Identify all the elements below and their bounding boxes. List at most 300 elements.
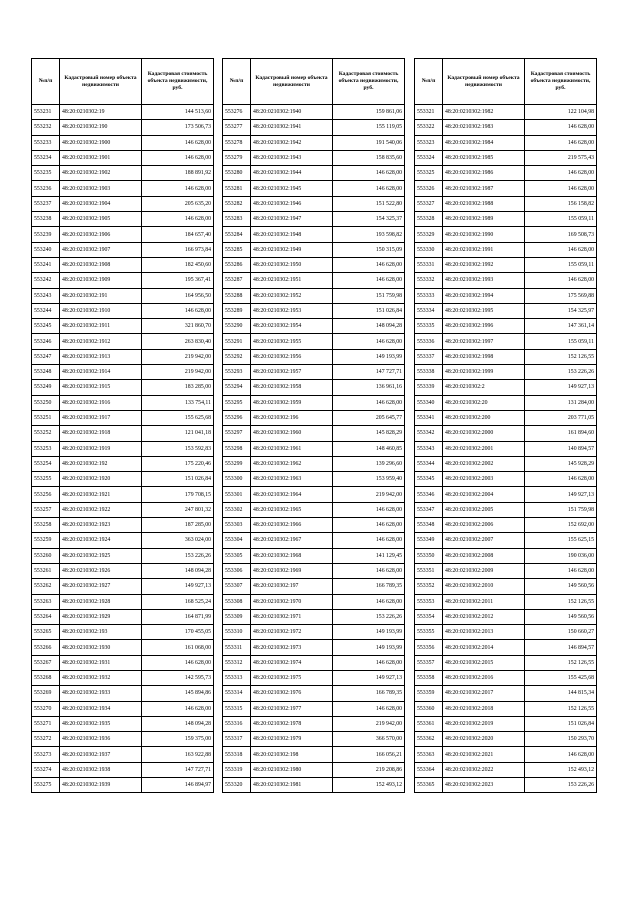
table-row [415, 548, 597, 563]
cadastral-cost-cell: 131 284,00 [525, 395, 597, 410]
row-number-cell: 553314 [223, 686, 251, 701]
cadastral-cost-cell: 219 208,86 [333, 762, 405, 777]
row-number-cell: 553324 [415, 150, 443, 165]
row-number-cell: 553258 [32, 518, 60, 533]
cadastral-number-cell: 48:20:0210302:198 [251, 747, 333, 762]
table-row [32, 319, 214, 334]
table-row [415, 701, 597, 716]
row-number-cell: 553316 [223, 716, 251, 731]
cadastral-cost-cell: 158 835,60 [333, 150, 405, 165]
row-number-cell: 553241 [32, 257, 60, 272]
cadastral-cost-cell: 153 959,40 [333, 472, 405, 487]
cadastral-cost-cell: 166 789,35 [333, 686, 405, 701]
cadastral-cost-cell: 170 455,05 [142, 625, 214, 640]
cadastral-cost-cell: 146 628,00 [333, 334, 405, 349]
row-number-cell: 553320 [223, 778, 251, 793]
row-number-cell: 553306 [223, 563, 251, 578]
table-row [223, 533, 405, 548]
table-row [223, 150, 405, 165]
row-number-cell: 553299 [223, 456, 251, 471]
cadastral-cost-cell: 183 285,00 [142, 380, 214, 395]
table-row [223, 135, 405, 150]
cadastral-cost-cell: 149 927,13 [142, 579, 214, 594]
cadastral-cost-cell: 156 158,82 [525, 196, 597, 211]
cadastral-number-cell: 48:20:0210302:1984 [443, 135, 525, 150]
row-number-cell: 553266 [32, 640, 60, 655]
table-row [32, 686, 214, 701]
table-row [32, 257, 214, 272]
cadastral-number-cell: 48:20:0210302:2011 [443, 594, 525, 609]
row-number-cell: 553272 [32, 732, 60, 747]
row-number-cell: 553305 [223, 548, 251, 563]
cadastral-number-cell: 48:20:0210302:1948 [251, 227, 333, 242]
cadastral-number-cell: 48:20:0210302:1922 [60, 502, 142, 517]
cadastral-number-cell: 48:20:0210302:1983 [443, 120, 525, 135]
row-number-cell: 553348 [415, 518, 443, 533]
table-row [32, 625, 214, 640]
cadastral-number-cell: 48:20:0210302:1955 [251, 334, 333, 349]
cadastral-number-cell: 48:20:0210302:1942 [251, 135, 333, 150]
table-row [223, 732, 405, 747]
cadastral-number-cell: 48:20:0210302:2003 [443, 472, 525, 487]
cadastral-cost-cell: 154 325,97 [525, 303, 597, 318]
table-row [32, 472, 214, 487]
row-number-cell: 553311 [223, 640, 251, 655]
table-row [415, 594, 597, 609]
cadastral-number-cell: 48:20:0210302:2005 [443, 502, 525, 517]
cadastral-number-cell: 48:20:0210302:2020 [443, 732, 525, 747]
cadastral-number-cell: 48:20:0210302:1951 [251, 273, 333, 288]
row-number-cell: 553304 [223, 533, 251, 548]
table-row [223, 334, 405, 349]
row-number-cell: 553268 [32, 670, 60, 685]
table-row [223, 640, 405, 655]
row-number-cell: 553344 [415, 456, 443, 471]
cadastral-number-cell: 48:20:0210302:1946 [251, 196, 333, 211]
table-row [415, 716, 597, 731]
table-row [415, 472, 597, 487]
table-row [415, 395, 597, 410]
table-row [223, 778, 405, 793]
table-row [32, 349, 214, 364]
row-number-cell: 553310 [223, 625, 251, 640]
cadastral-number-cell: 48:20:0210302:1967 [251, 533, 333, 548]
row-number-cell: 553242 [32, 273, 60, 288]
cadastral-number-cell: 48:20:0210302:1986 [443, 166, 525, 181]
table-row [415, 732, 597, 747]
cadastral-cost-cell: 146 628,00 [333, 563, 405, 578]
table-row [415, 778, 597, 793]
cadastral-cost-cell: 146 628,00 [333, 257, 405, 272]
cadastral-number-cell: 48:20:0210302:1901 [60, 150, 142, 165]
row-number-cell: 553332 [415, 273, 443, 288]
row-number-cell: 553347 [415, 502, 443, 517]
row-number-cell: 553270 [32, 701, 60, 716]
cadastral-cost-cell: 146 628,00 [333, 594, 405, 609]
table-row [223, 319, 405, 334]
header-cost: Кадастровая стоимость объекта недвижимости, руб. [142, 59, 214, 105]
cadastral-cost-cell: 153 226,26 [525, 778, 597, 793]
table-row [415, 640, 597, 655]
cadastral-cost-cell: 146 628,00 [333, 518, 405, 533]
cadastral-cost-cell: 363 024,00 [142, 533, 214, 548]
row-number-cell: 553326 [415, 181, 443, 196]
cadastral-cost-cell: 153 226,26 [333, 609, 405, 624]
row-number-cell: 553364 [415, 762, 443, 777]
table-row [415, 625, 597, 640]
cadastral-cost-cell: 146 628,00 [333, 166, 405, 181]
table-row [223, 762, 405, 777]
table-row [32, 579, 214, 594]
cadastral-cost-cell: 155 625,15 [525, 533, 597, 548]
table-body [32, 105, 214, 793]
cadastral-number-cell: 48:20:0210302:1913 [60, 349, 142, 364]
table-row [32, 181, 214, 196]
row-number-cell: 553233 [32, 135, 60, 150]
table-row [415, 609, 597, 624]
table-row [223, 502, 405, 517]
row-number-cell: 553339 [415, 380, 443, 395]
row-number-cell: 553323 [415, 135, 443, 150]
cadastral-number-cell: 48:20:0210302:1963 [251, 472, 333, 487]
cadastral-number-cell: 48:20:0210302:2008 [443, 548, 525, 563]
table-row [32, 655, 214, 670]
cadastral-cost-cell: 149 927,13 [333, 670, 405, 685]
cadastral-cost-cell: 153 226,26 [525, 365, 597, 380]
cadastral-number-cell: 48:20:0210302:1987 [443, 181, 525, 196]
cadastral-cost-cell: 155 119,05 [333, 120, 405, 135]
cadastral-number-cell: 48:20:0210302:1956 [251, 349, 333, 364]
cadastral-cost-cell: 146 628,00 [525, 273, 597, 288]
row-number-cell: 553365 [415, 778, 443, 793]
table-row [415, 150, 597, 165]
cadastral-cost-cell: 151 026,84 [333, 303, 405, 318]
cadastral-number-cell: 48:20:0210302:1981 [251, 778, 333, 793]
cadastral-number-cell: 48:20:0210302:1910 [60, 303, 142, 318]
cadastral-cost-cell: 146 628,00 [525, 563, 597, 578]
cadastral-number-cell: 48:20:0210302:2023 [443, 778, 525, 793]
cadastral-number-cell: 48:20:0210302:193 [60, 625, 142, 640]
table-row [223, 670, 405, 685]
cadastral-number-cell: 48:20:0210302:2007 [443, 533, 525, 548]
cadastral-number-cell: 48:20:0210302:1940 [251, 105, 333, 120]
header-cadastral: Кадастровый номер объекта недвижимости [251, 59, 333, 105]
table-row [32, 395, 214, 410]
row-number-cell: 553335 [415, 319, 443, 334]
cadastral-cost-cell: 166 056,21 [333, 747, 405, 762]
table-row [415, 686, 597, 701]
cadastral-cost-cell: 146 628,00 [525, 472, 597, 487]
cadastral-cost-cell: 148 460,85 [333, 441, 405, 456]
row-number-cell: 553255 [32, 472, 60, 487]
cadastral-cost-cell: 164 956,50 [142, 288, 214, 303]
row-number-cell: 553362 [415, 732, 443, 747]
cadastral-cost-cell: 142 595,73 [142, 670, 214, 685]
row-number-cell: 553327 [415, 196, 443, 211]
cadastral-number-cell: 48:20:0210302:1977 [251, 701, 333, 716]
cadastral-number-cell: 48:20:0210302:2017 [443, 686, 525, 701]
cadastral-cost-cell: 148 094,28 [142, 563, 214, 578]
cadastral-cost-cell: 147 727,71 [333, 365, 405, 380]
cadastral-number-cell: 48:20:0210302:2014 [443, 640, 525, 655]
cadastral-number-cell: 48:20:0210302:1975 [251, 670, 333, 685]
cadastral-cost-cell: 152 126,55 [525, 349, 597, 364]
row-number-cell: 553349 [415, 533, 443, 548]
cadastral-cost-cell: 148 094,28 [142, 716, 214, 731]
table-row [32, 441, 214, 456]
row-number-cell: 553331 [415, 257, 443, 272]
cadastral-cost-cell: 151 759,98 [333, 288, 405, 303]
cadastral-number-cell: 48:20:0210302:20 [443, 395, 525, 410]
cadastral-number-cell: 48:20:0210302:2000 [443, 426, 525, 441]
row-number-cell: 553301 [223, 487, 251, 502]
cadastral-number-cell: 48:20:0210302:1932 [60, 670, 142, 685]
table-row [223, 456, 405, 471]
table-row [223, 196, 405, 211]
cadastral-number-cell: 48:20:0210302:1964 [251, 487, 333, 502]
cadastral-number-cell: 48:20:0210302:197 [251, 579, 333, 594]
row-number-cell: 553243 [32, 288, 60, 303]
table-row [223, 212, 405, 227]
cadastral-number-cell: 48:20:0210302:1916 [60, 395, 142, 410]
row-number-cell: 553288 [223, 288, 251, 303]
cadastral-number-cell: 48:20:0210302:1935 [60, 716, 142, 731]
cadastral-cost-cell: 122 104,98 [525, 105, 597, 120]
table-row [223, 227, 405, 242]
row-number-cell: 553249 [32, 380, 60, 395]
cadastral-cost-cell: 151 026,84 [525, 716, 597, 731]
row-number-cell: 553309 [223, 609, 251, 624]
cadastral-number-cell: 48:20:0210302:1971 [251, 609, 333, 624]
cadastral-number-cell: 48:20:0210302:196 [251, 410, 333, 425]
table-row [415, 747, 597, 762]
table-row [223, 288, 405, 303]
row-number-cell: 553352 [415, 579, 443, 594]
table-row [415, 288, 597, 303]
cadastral-cost-cell: 188 891,92 [142, 166, 214, 181]
table-row [415, 670, 597, 685]
cadastral-cost-cell: 141 129,45 [333, 548, 405, 563]
cadastral-cost-cell: 190 036,00 [525, 548, 597, 563]
table-row [32, 716, 214, 731]
cadastral-cost-cell: 219 575,43 [525, 150, 597, 165]
table-row [223, 548, 405, 563]
cadastral-cost-cell: 149 560,56 [525, 609, 597, 624]
row-number-cell: 553281 [223, 181, 251, 196]
table-row [32, 150, 214, 165]
row-number-cell: 553360 [415, 701, 443, 716]
cadastral-number-cell: 48:20:0210302:1952 [251, 288, 333, 303]
cadastral-number-cell: 48:20:0210302:1978 [251, 716, 333, 731]
cadastral-number-cell: 48:20:0210302:1929 [60, 609, 142, 624]
table-row [32, 410, 214, 425]
cadastral-cost-cell: 151 759,98 [525, 502, 597, 517]
cadastral-number-cell: 48:20:0210302:2010 [443, 579, 525, 594]
row-number-cell: 553356 [415, 640, 443, 655]
cadastral-cost-cell: 182 450,60 [142, 257, 214, 272]
cadastral-number-cell: 48:20:0210302:1991 [443, 242, 525, 257]
cadastral-cost-cell: 205 645,77 [333, 410, 405, 425]
row-number-cell: 553236 [32, 181, 60, 196]
table-row [223, 120, 405, 135]
cadastral-number-cell: 48:20:0210302:1918 [60, 426, 142, 441]
cadastral-cost-cell: 152 692,00 [525, 518, 597, 533]
table-row [415, 518, 597, 533]
table-row [415, 426, 597, 441]
row-number-cell: 553278 [223, 135, 251, 150]
cadastral-cost-cell: 121 041,18 [142, 426, 214, 441]
cadastral-number-cell: 48:20:0210302:2015 [443, 655, 525, 670]
cadastral-number-cell: 48:20:0210302:1944 [251, 166, 333, 181]
cadastral-number-cell: 48:20:0210302:190 [60, 120, 142, 135]
cadastral-cost-cell: 149 560,56 [525, 579, 597, 594]
cadastral-number-cell: 48:20:0210302:1911 [60, 319, 142, 334]
cadastral-number-cell: 48:20:0210302:2009 [443, 563, 525, 578]
table-row [32, 365, 214, 380]
row-number-cell: 553298 [223, 441, 251, 456]
row-number-cell: 553290 [223, 319, 251, 334]
table-header-row [223, 59, 405, 105]
cadastral-cost-cell: 219 942,00 [333, 487, 405, 502]
row-number-cell: 553307 [223, 579, 251, 594]
cadastral-number-cell: 48:20:0210302:1927 [60, 579, 142, 594]
cadastral-number-cell: 48:20:0210302:1976 [251, 686, 333, 701]
cadastral-number-cell: 48:20:0210302:1937 [60, 747, 142, 762]
cadastral-number-cell: 48:20:0210302:1936 [60, 732, 142, 747]
row-number-cell: 553252 [32, 426, 60, 441]
row-number-cell: 553294 [223, 380, 251, 395]
row-number-cell: 553237 [32, 196, 60, 211]
cadastral-cost-cell: 168 525,24 [142, 594, 214, 609]
row-number-cell: 553361 [415, 716, 443, 731]
cadastral-number-cell: 48:20:0210302:1930 [60, 640, 142, 655]
cadastral-cost-cell: 150 293,70 [525, 732, 597, 747]
row-number-cell: 553317 [223, 732, 251, 747]
cadastral-cost-cell: 155 625,68 [142, 410, 214, 425]
cadastral-number-cell: 48:20:0210302:1996 [443, 319, 525, 334]
table-row [223, 701, 405, 716]
table-row [415, 456, 597, 471]
table-row [32, 747, 214, 762]
row-number-cell: 553350 [415, 548, 443, 563]
cadastral-number-cell: 48:20:0210302:1915 [60, 380, 142, 395]
cadastral-cost-cell: 149 193,99 [333, 640, 405, 655]
table-row [415, 410, 597, 425]
cadastral-cost-cell: 153 592,83 [142, 441, 214, 456]
row-number-cell: 553275 [32, 778, 60, 793]
row-number-cell: 553239 [32, 227, 60, 242]
header-num: №п/п [223, 59, 251, 105]
cadastral-cost-cell: 147 361,14 [525, 319, 597, 334]
table-row [415, 563, 597, 578]
cadastral-cost-cell: 184 657,40 [142, 227, 214, 242]
table-row [223, 365, 405, 380]
registry-table-3 [414, 58, 597, 793]
table-row [32, 242, 214, 257]
table-row [32, 456, 214, 471]
cadastral-cost-cell: 146 628,00 [333, 655, 405, 670]
table-row [223, 166, 405, 181]
row-number-cell: 553295 [223, 395, 251, 410]
row-number-cell: 553302 [223, 502, 251, 517]
cadastral-number-cell: 48:20:0210302:1966 [251, 518, 333, 533]
row-number-cell: 553337 [415, 349, 443, 364]
table-row [223, 518, 405, 533]
row-number-cell: 553250 [32, 395, 60, 410]
cadastral-number-cell: 48:20:0210302:1900 [60, 135, 142, 150]
row-number-cell: 553354 [415, 609, 443, 624]
cadastral-number-cell: 48:20:0210302:1906 [60, 227, 142, 242]
cadastral-cost-cell: 155 059,11 [525, 212, 597, 227]
row-number-cell: 553308 [223, 594, 251, 609]
cadastral-cost-cell: 151 026,84 [142, 472, 214, 487]
table-row [223, 380, 405, 395]
cadastral-cost-cell: 179 708,15 [142, 487, 214, 502]
row-number-cell: 553340 [415, 395, 443, 410]
row-number-cell: 553333 [415, 288, 443, 303]
table-row [223, 395, 405, 410]
row-number-cell: 553276 [223, 105, 251, 120]
row-number-cell: 553292 [223, 349, 251, 364]
row-number-cell: 553282 [223, 196, 251, 211]
cadastral-number-cell: 48:20:0210302:191 [60, 288, 142, 303]
cadastral-number-cell: 48:20:0210302:1973 [251, 640, 333, 655]
cadastral-number-cell: 48:20:0210302:1934 [60, 701, 142, 716]
table-row [32, 426, 214, 441]
cadastral-cost-cell: 146 628,00 [333, 181, 405, 196]
cadastral-number-cell: 48:20:0210302:1909 [60, 273, 142, 288]
row-number-cell: 553318 [223, 747, 251, 762]
cadastral-number-cell: 48:20:0210302:1954 [251, 319, 333, 334]
cadastral-cost-cell: 159 861,06 [333, 105, 405, 120]
cadastral-cost-cell: 169 508,73 [525, 227, 597, 242]
cadastral-number-cell: 48:20:0210302:1999 [443, 365, 525, 380]
table-row [223, 609, 405, 624]
table-row [415, 166, 597, 181]
row-number-cell: 553265 [32, 625, 60, 640]
cadastral-cost-cell: 133 754,11 [142, 395, 214, 410]
row-number-cell: 553313 [223, 670, 251, 685]
row-number-cell: 553274 [32, 762, 60, 777]
cadastral-cost-cell: 144 815,34 [525, 686, 597, 701]
cadastral-number-cell: 48:20:0210302:1961 [251, 441, 333, 456]
cadastral-number-cell: 48:20:0210302:1941 [251, 120, 333, 135]
row-number-cell: 553358 [415, 670, 443, 685]
row-number-cell: 553329 [415, 227, 443, 242]
cadastral-number-cell: 48:20:0210302:1908 [60, 257, 142, 272]
row-number-cell: 553248 [32, 365, 60, 380]
cadastral-cost-cell: 146 628,00 [142, 135, 214, 150]
cadastral-cost-cell: 144 513,60 [142, 105, 214, 120]
cadastral-cost-cell: 163 922,88 [142, 747, 214, 762]
cadastral-number-cell: 48:20:0210302:1992 [443, 257, 525, 272]
row-number-cell: 553312 [223, 655, 251, 670]
cadastral-cost-cell: 146 628,00 [525, 166, 597, 181]
cadastral-cost-cell: 146 628,00 [525, 120, 597, 135]
cadastral-cost-cell: 219 942,00 [142, 365, 214, 380]
table-row [223, 105, 405, 120]
cadastral-number-cell: 48:20:0210302:1939 [60, 778, 142, 793]
cadastral-number-cell: 48:20:0210302:1994 [443, 288, 525, 303]
cadastral-number-cell: 48:20:0210302:2013 [443, 625, 525, 640]
row-number-cell: 553319 [223, 762, 251, 777]
row-number-cell: 553297 [223, 426, 251, 441]
row-number-cell: 553247 [32, 349, 60, 364]
cadastral-cost-cell: 321 860,70 [142, 319, 214, 334]
cadastral-cost-cell: 149 193,99 [333, 349, 405, 364]
table-body [415, 105, 597, 793]
row-number-cell: 553271 [32, 716, 60, 731]
